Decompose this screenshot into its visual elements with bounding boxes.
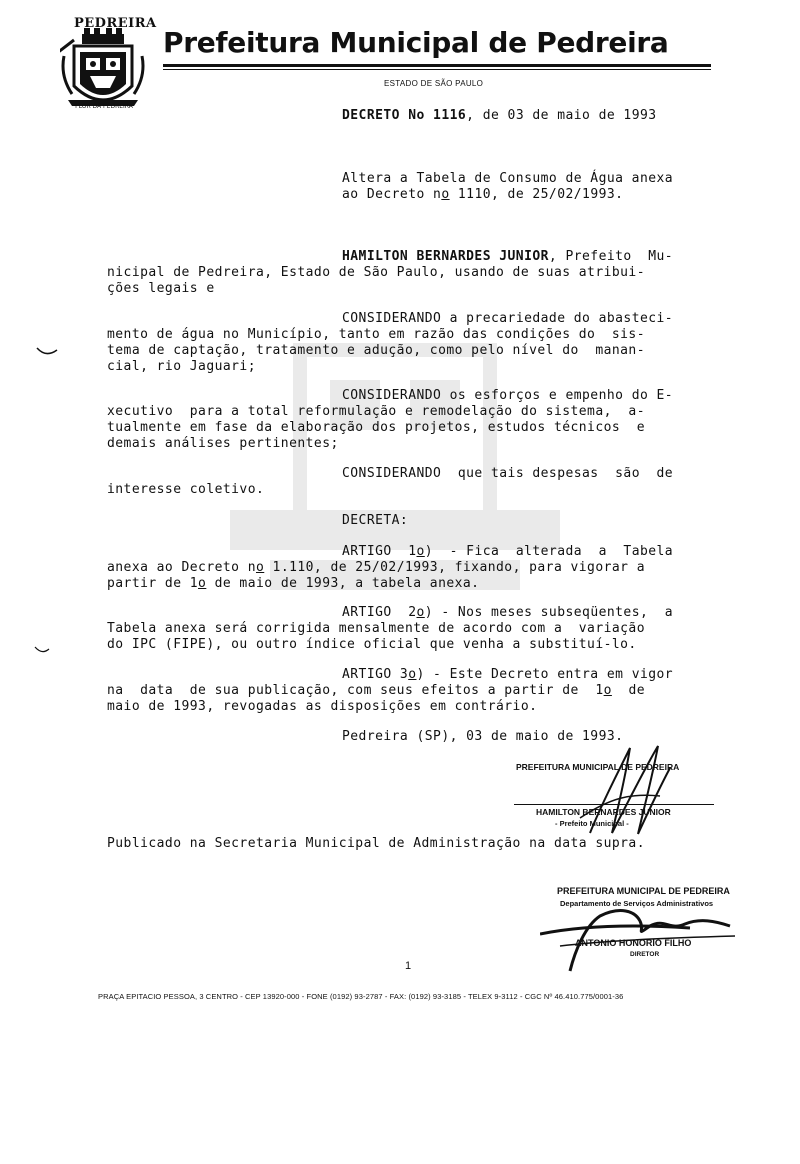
director-signature-icon [540,896,740,976]
mayor-stamp-org: PREFEITURA MUNICIPAL DE PEDREIRA [516,762,680,772]
consid1-line-3: tema de captação, tratamento e adução, como pelo nível do manan- [107,343,645,358]
mayor-stamp-name: HAMILTON BERNARDES JUNIOR [536,807,671,817]
consid2-line-3: tualmente em fase da elaboração dos projetos, estudos técnicos e [107,420,645,435]
scan-mark-icon [34,645,50,655]
art2-line-2: Tabela anexa será corrigida mensalmente de acordo com a variação [107,621,645,636]
footer-address: PRAÇA EPITACIO PESSOA, 3 CENTRO - CEP 13920-000 - FONE (0192) 93-2787 - FAX: (0192) 93-3185 - TELEX 9-3112 - CGC Nº 46.410.775/0001-36 [98,992,624,1001]
consid1-line-2: mento de água no Município, tanto em razão das condições do sis- [107,327,645,342]
director-stamp-role: DIRETOR [630,951,660,958]
place-date: Pedreira (SP), 03 de maio de 1993. [342,729,624,744]
mayor-name: HAMILTON BERNARDES JUNIOR [342,249,549,264]
art2-line-3: do IPC (FIPE), ou outro índice oficial que venha a substituí-lo. [107,637,637,652]
decree-date: , de 03 de maio de 1993 [466,108,657,123]
consid1-line-1: CONSIDERANDO a precariedade do abasteci- [342,311,674,326]
consid3-line-2: interesse coletivo. [107,482,265,497]
consid2-line-2: xecutivo para a total reformulação e remodelação do sistema, a- [107,404,645,419]
intro-line-1: HAMILTON BERNARDES JUNIOR, Prefeito Mu- [342,249,674,264]
consid3-line-1: CONSIDERANDO que tais despesas são de [342,466,674,481]
summary-line-2: ao Decreto no 1110, de 25/02/1993. [342,187,624,202]
letterhead-title: Prefeitura Municipal de Pedreira [163,26,669,59]
page-number: 1 [405,960,412,972]
director-stamp-org: PREFEITURA MUNICIPAL DE PEDREIRA [557,886,730,896]
art1-line-2: anexa ao Decreto no 1.110, de 25/02/1993, fixando, para vigorar a [107,560,645,575]
art3-line-2: na data de sua publicação, com seus efeitos a partir de 1o de [107,683,645,698]
consid1-line-4: cial, rio Jaguari; [107,359,256,374]
art1-line-3: partir de 1o de maio de 1993, a tabela anexa. [107,576,480,591]
decree-heading [342,108,657,124]
crest-city-banner: PEDREIRA [74,16,157,31]
director-stamp-dept: Departamento de Serviços Administrativos [560,899,714,908]
summary-line-1: Altera a Tabela de Consumo de Água anexa [342,171,674,186]
letterhead-state: ESTADO DE SÃO PAULO [384,79,484,88]
art2-line-1: ARTIGO 2o) - Nos meses subseqüentes, a [342,605,674,620]
consid2-line-4: demais análises pertinentes; [107,436,339,451]
published-note: Publicado na Secretaria Municipal de Administração na data supra. [107,836,645,851]
decree-number: DECRETO No 1116 [342,108,467,123]
coat-of-arms-icon [60,16,157,116]
art3-line-3: maio de 1993, revogadas as disposições em contrário. [107,699,538,714]
scan-mark-icon [36,346,58,358]
art1-line-1: ARTIGO 1o) - Fica alterada a Tabela [342,544,674,559]
decreta-heading: DECRETA: [342,513,409,528]
art3-line-1: ARTIGO 3o) - Este Decreto entra em vigor [342,667,674,682]
letterhead-rule-thin [163,69,711,70]
intro-line-2: nicipal de Pedreira, Estado de São Paulo, usando de suas atribui- [107,265,645,280]
mayor-stamp-role: - Prefeito Municipal - [555,819,629,828]
intro-line-3: ções legais e [107,281,215,296]
letterhead-rule [163,64,711,67]
consid2-line-1: CONSIDERANDO os esforços e empenho do E- [342,388,674,403]
crest-motto: FLOR DA PEDREIRA [75,103,133,110]
mayor-signature-line [514,804,714,805]
director-stamp-name: ANTONIO HONORIO FILHO [575,938,692,948]
